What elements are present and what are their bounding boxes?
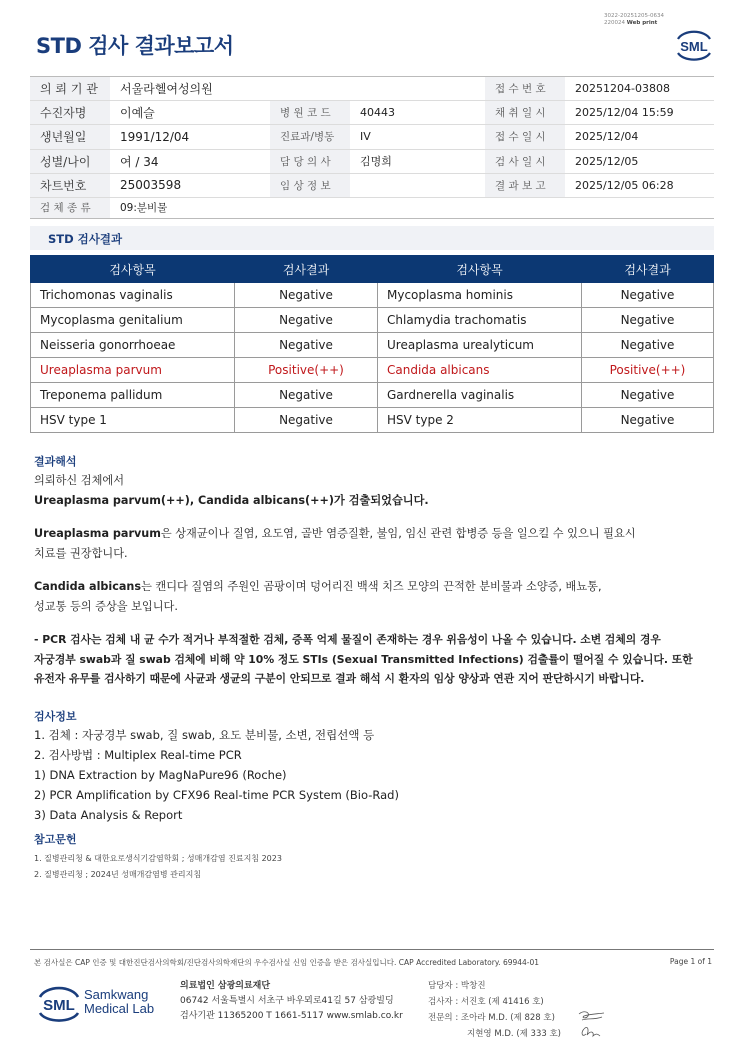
test-info-title: 검사정보 [34,710,77,723]
organism-name: Ureaplasma parvum [34,527,161,540]
doctor-value: 김명희 [350,149,485,173]
test-item: Ureaplasma parvum [31,358,235,383]
col-header-result: 검사결과 [582,256,714,283]
patient-value: 이예슬 [110,101,270,125]
patient-info-table [30,76,714,219]
test-item: Candida albicans [378,358,582,383]
pcr-note: 유전자 유무를 검사하기 때문에 사균과 생균의 구분이 안되므로 결과 해석 시 환자의 임상 양상과 연관 지어 판단하시기 바랍니다. [34,672,645,685]
col-header-item: 검사항목 [378,256,582,283]
results-section-title: STD 검사결과 [48,232,123,246]
report-value: 2025/12/05 06:28 [565,173,714,197]
test-info-line: 2. 검사방법 : Multiplex Real-time PCR [34,748,242,762]
doctor-label: 담 당 의 사 [270,149,350,173]
organism-name: Candida albicans [34,580,142,593]
patient-label: 수진자명 [30,101,110,125]
test-result: Negative [235,333,378,358]
references-title: 참고문헌 [34,833,77,846]
reference-line: 1. 질병관리청 & 대한요로생식기감염학회 ; 성매개감염 진료지침 2023 [34,854,282,863]
test-result: Negative [582,308,714,333]
test-result: Negative [235,308,378,333]
pcr-note: 자궁경부 swab과 질 swab 검체에 비해 약 10% 정도 STIs (Sexual Transmitted Infections) 검출률이 떨어질 수 있습니다. 또한 [34,652,693,666]
hospital-value: 서울라헬여성의원 [110,77,485,101]
test-result: Negative [235,283,378,308]
dob-value: 1991/12/04 [110,125,270,149]
table-row [31,408,714,433]
staff-name: 조아라 M.D. (제 828 호) [460,1013,555,1023]
reference-line: 2. 질병관리청 ; 2024년 성매개감염병 관리지침 [34,869,202,879]
test-info-line: 1. 검체 : 자궁경부 swab, 질 swab, 요도 분비물, 소변, 전립선액 등 [34,728,375,742]
footer-divider [30,949,714,950]
organism-desc: 치료를 권장합니다. [34,546,128,560]
staff-list: 담당자 : 박창진 검사자 : 서진호 (제 41416 호) 전문의 : 조아라 M.D. (제 828 호) 지현영 M.D. (제 333 호) [428,981,562,1039]
test-item: Mycoplasma genitalium [31,308,235,333]
test-result: Negative [582,408,714,433]
interpretation-title: 결과해석 [34,455,77,468]
collect-label: 채 취 일 시 [485,101,565,125]
staff-name: 지현영 M.D. (제 333 호) [467,1029,562,1039]
reception-value: 20251204-03808 [565,77,714,101]
test-item: HSV type 2 [378,408,582,433]
test-result: Negative [235,383,378,408]
svg-text:SML: SML [43,997,75,1014]
org-address: 06742 서울특별시 서초구 바우뫼로41길 57 삼광빌딩 [180,996,394,1006]
reception-label: 접 수 번 호 [485,77,565,101]
col-header-result: 검사결과 [235,256,378,283]
pcr-note: - PCR 검사는 검체 내 균 수가 적거나 부적절한 검체, 증폭 억제 물질이 존재하는 경우 위음성이 나올 수 있습니다. 소변 검체의 경우 [34,633,661,646]
test-result: Negative [235,408,378,433]
test-info-line: 3) Data Analysis & Report [34,808,183,822]
chart-value: 25003598 [110,173,270,197]
organization-info [180,979,403,1024]
test-item: Mycoplasma hominis [378,283,582,308]
test-item: Gardnerella vaginalis [378,383,582,408]
sex-value: 여 / 34 [110,149,270,173]
test-info-list [34,725,399,825]
test-item: Treponema pallidum [31,383,235,408]
table-row-positive [31,358,714,383]
report-label: 결 과 보 고 [485,173,565,197]
page-number: Page 1 of 1 [669,957,712,966]
clinical-value [350,173,485,197]
collect-value: 2025/12/04 15:59 [565,101,714,125]
table-row [31,283,714,308]
dept-label: 진료과/병동 [270,125,350,149]
interpretation-body [34,471,714,689]
staff-name: 서진호 (제 41416 호) [460,997,544,1007]
samkwang-logo-text: Samkwang Medical Lab [84,987,155,1016]
org-name: 의료법인 삼광의료재단 [180,981,271,991]
specimen-label: 검 체 종 류 [30,197,110,218]
dob-label: 생년월일 [30,125,110,149]
test-info-line: 1) DNA Extraction by MagNaPure96 (Roche) [34,768,287,782]
sml-logo-icon [674,26,714,66]
test-result: Positive(++) [582,358,714,383]
results-table [30,255,714,433]
table-row [31,308,714,333]
samkwang-logo-icon [36,982,82,1028]
test-item: Neisseria gonorrhoeae [31,333,235,358]
test-info-line: 2) PCR Amplification by CFX96 Real-time PCR System (Bio-Rad) [34,788,399,802]
staff-name: 박창진 [460,981,486,991]
table-row [31,333,714,358]
receive-value: 2025/12/04 [565,125,714,149]
hospcode-label: 병 원 코 드 [270,101,350,125]
svg-text:SML: SML [680,39,708,54]
hospcode-value: 40443 [350,101,485,125]
table-row [31,383,714,408]
sex-label: 성별/나이 [30,149,110,173]
interpretation-line: 의뢰하신 검체에서 [34,474,125,487]
dept-value: IV [350,125,485,149]
org-contact: 검사기관 11365200 T 1661-5117 www.smlab.co.kr [180,1011,403,1021]
clinical-label: 임 상 정 보 [270,173,350,197]
specimen-value: 09:분비물 [110,197,714,218]
organism-desc: 는 캔디다 질염의 주원인 곰팡이며 덩어리진 백색 치즈 모양의 끈적한 분비물과 소양증, 배뇨통, [141,580,602,593]
document-code: 3022-20251205-0634 220024 Web print [604,13,664,26]
page-title: STD 검사 결과보고서 [36,34,234,58]
test-date-label: 검 사 일 시 [485,149,565,173]
results-section-bar [30,226,714,250]
test-date-value: 2025/12/05 [565,149,714,173]
receive-label: 접 수 일 시 [485,125,565,149]
organism-desc: 성교통 등의 증상을 보입니다. [34,599,178,613]
test-result: Negative [582,383,714,408]
test-result: Positive(++) [235,358,378,383]
test-result: Negative [582,283,714,308]
test-result: Negative [582,333,714,358]
organism-desc: 은 상재균이나 질염, 요도염, 골반 염증질환, 불임, 임신 관련 합병증 등을 일으킬 수 있으니 필요시 [160,527,636,540]
chart-label: 차트번호 [30,173,110,197]
hospital-label: 의 뢰 기 관 [30,77,110,101]
references-list [34,851,282,882]
signature-icon [576,1008,610,1046]
interpretation-summary: Ureaplasma parvum(++), Candida albicans(++)가 검출되었습니다. [34,493,429,507]
test-item: Ureaplasma urealyticum [378,333,582,358]
test-item: Trichomonas vaginalis [31,283,235,308]
test-item: HSV type 1 [31,408,235,433]
test-item: Chlamydia trachomatis [378,308,582,333]
certification-text: 본 검사실은 CAP 인증 및 대한진단검사의학회/진단검사의학재단의 우수검사실 신임 인증을 받은 검사실입니다. CAP Accredited Laboratory. 69944-01 [34,958,540,967]
col-header-item: 검사항목 [31,256,235,283]
